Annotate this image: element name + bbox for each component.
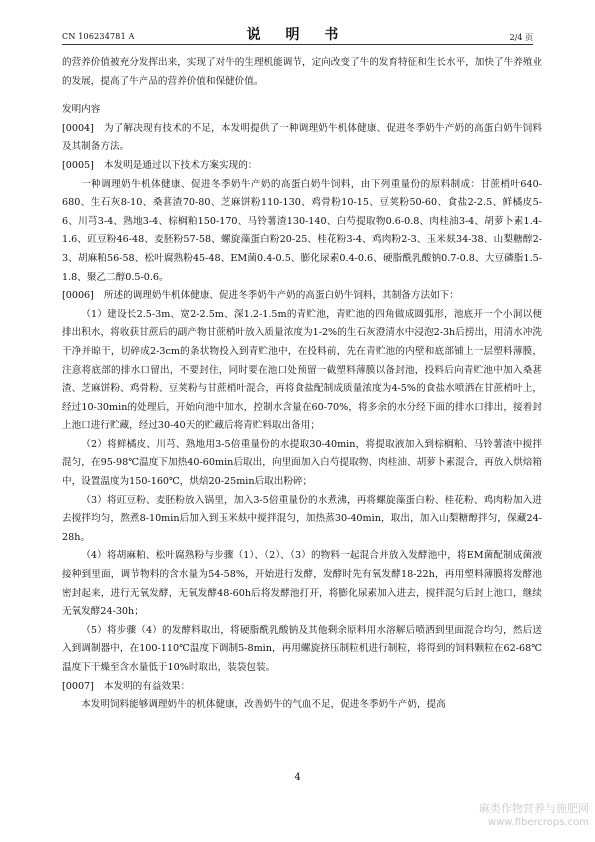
paragraph-tag: [0006] — [62, 290, 94, 302]
page-of-indicator: 2/4 页 — [509, 33, 533, 42]
benefit-paragraph: 本发明饲料能够调理奶牛的机体健康，改善奶牛的气血不足，促进冬季奶牛产奶，提高 — [81, 699, 446, 711]
page-body — [62, 54, 542, 715]
paragraph-tag: [0005] — [62, 159, 94, 171]
step-3: （3）将豇豆粉、麦胚粉放入锅里，加入3-5倍重量份的水煮沸，再将螺旋藻蛋白粉、桂花粉、鸡肉粉加入进去搅拌均匀，熬煮8-10min后加入到玉米麸中搅拌混匀，加热蒸30-40min，取出，加入山梨糖醇拌匀，保藏24-28h。 — [62, 494, 542, 543]
intro-paragraph: 的营养价值被充分发挥出来，实现了对牛的生理机能调节，定向改变了牛的发育特征和生长水平，加快了牛养殖业的发展，提高了牛产品的营养价值和保健价值。 — [62, 57, 542, 87]
watermark-text: 麻类作物营养与施肥网 — [479, 802, 589, 815]
watermark — [479, 802, 589, 830]
header-rule — [62, 44, 533, 45]
paragraph-0006 — [62, 287, 542, 306]
page-header — [62, 18, 533, 44]
paragraph-text: 所述的调理奶牛机体健康、促进冬季奶牛产奶的高蛋白奶牛饲料，其制备方法如下： — [103, 290, 459, 302]
paragraph-0004 — [62, 120, 542, 157]
section-heading: 发明内容 — [62, 104, 101, 116]
paragraph-0007 — [62, 678, 542, 697]
paragraph-text: 为了解决现有技术的不足，本发明提供了一种调理奶牛机体健康、促进冬季奶牛产奶的高蛋白奶牛饲料及其制备方法。 — [62, 122, 542, 153]
page-number: 4 — [294, 772, 301, 783]
patent-number: CN 106234781 A — [62, 32, 135, 41]
paragraph-tag: [0007] — [62, 680, 94, 692]
formula-paragraph: 一种调理奶牛机体健康、促进冬季奶牛产奶的高蛋白奶牛饲料，由下列重量份的原料制成：甘蔗梢叶640-680、生石灰8-10、桑葚渣70-80、芝麻饼粉110-130、鸡骨粉10-15、豆荚粉50-60、食盐2-2.5、鲜橘皮5-6、川芎3-4、熟地3-4、棕榈粕150-170、马铃薯渣130-140、白芍提取物0.6-0.8、肉桂油3-4、胡萝卜素1.4-1.6、豇豆粉46-48、麦胚粉57-58、螺旋藻蛋白粉20-25、桂花粉3-4、鸡肉粉2-3、玉米麸34-38、山梨糖醇2-3、胡麻粕56-58、松叶腐熟粉45-48、EM菌0.4-0.5、膨化尿素0.4-0.6、硬脂酰乳酸钠0.7-0.8、大豆磷脂1.5-1.8、聚乙二醇0.5-0.6。 — [62, 178, 542, 283]
paragraph-text: 本发明的有益效果： — [103, 680, 191, 692]
step-1: （1）建设长2.5-3m、宽2-2.5m、深1.2-1.5m的青贮池，青贮池的四角做成圆弧形，池底开一个小洞以便排出积水，将收获甘蔗后的副产物甘蔗梢叶放入质量浓度为1-2%的生石灰澄清水中浸泡2-3h后捞出，用清水冲洗干净并晾干，切碎成2-3cm的条状物投入到青贮池中，在投料前，先在青贮池的内壁和底部铺上一层塑料薄膜，注意将底部的排水口留出，不要封住，同时要在池口处预留一截塑料薄膜以备封池，投料后向青贮池中加入桑葚渣、芝麻饼粉、鸡骨粉、豆荚粉与甘蔗梢叶混合，再将食盐配制成质量浓度为4-5%的食盐水喷洒在甘蔗梢叶上，经过10-30min的处理后，开始向池中加水，控制水含量在60-70%，将多余的水分经下面的排水口排出，接着封上池口进行贮藏，经过30-40天的贮藏后将青贮料取出备用； — [62, 308, 542, 432]
paragraph-0005 — [62, 157, 542, 176]
step-2: （2）将鲜橘皮、川芎、熟地用3-5倍重量份的水提取30-40min，将提取液加入到棕榈粕、马铃薯渣中搅拌混匀，在95-98℃温度下加热40-60min后取出，向里面加入白芍提取物、肉桂油、胡萝卜素混合，再放入烘焙箱中，设置温度为150-160℃，烘焙20-25min后取出粉碎； — [62, 438, 542, 488]
document-title: 说 明 书 — [246, 27, 349, 43]
paragraph-tag: [0004] — [62, 122, 94, 134]
watermark-url: www.fibercrops.com — [487, 817, 589, 828]
step-4: （4）将胡麻粕、松叶腐熟粉与步骤（1）、（2）、（3）的物料一起混合并放入发酵池中，将EM菌配制成菌液接种到里面，调节物料的含水量为54-58%，开始进行发酵，发酵时先有氧发酵18-22h，再用塑料薄膜将发酵池密封起来，进行无氧发酵，无氧发酵48-60h后将发酵池打开，将膨化尿素加入进去，搅拌混匀后封上池口，继续无氧发酵24-30h； — [62, 550, 542, 618]
paragraph-text: 本发明是通过以下技术方案实现的： — [103, 159, 258, 171]
step-5: （5）将步骤（4）的发酵料取出，将硬脂酰乳酸钠及其他剩余原料用水溶解后喷洒到里面混合均匀，然后送入到调制器中，在100-110℃温度下调制5-8min，再用螺旋挤压制粒机进行制粒，将得到的饲料颗粒在62-68℃温度下干燥至含水量低于10%时取出，装袋包装。 — [62, 624, 542, 673]
